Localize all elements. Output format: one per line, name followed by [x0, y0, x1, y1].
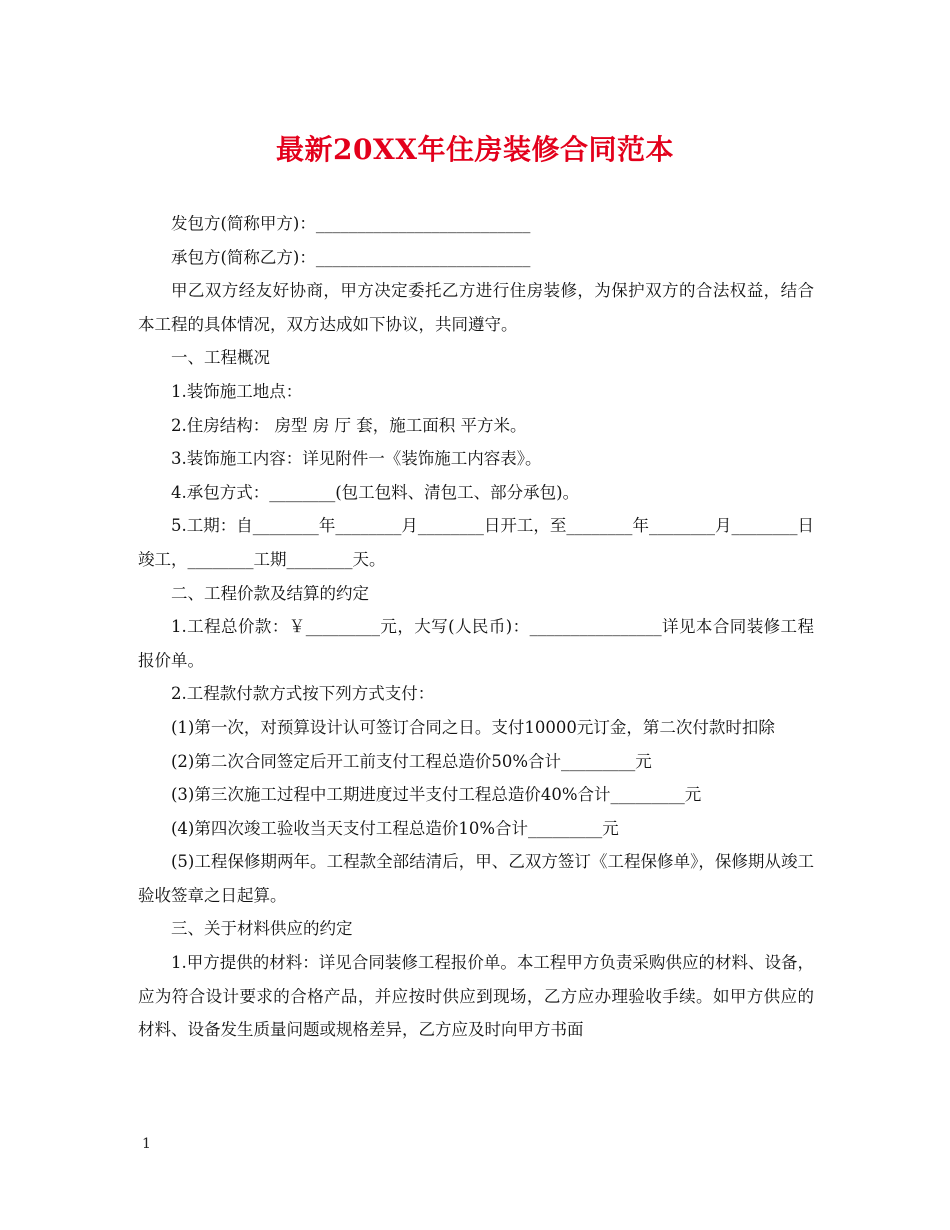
- clause-2-1: 1.工程总价款：￥_________元，大写(人民币)：________________详见本合同装修工程报价单。: [138, 617, 814, 670]
- party-b-line: 承包方(简称乙方)：__________________________: [171, 247, 531, 267]
- payment-item-3: (3)第三次施工过程中工期进度过半支付工程总造价40%合计_________元: [171, 785, 702, 805]
- clause-2-2: 2.工程款付款方式按下列方式支付：: [171, 684, 435, 704]
- clause-1-3: 3.装饰施工内容：详见附件一《装饰施工内容表》。: [171, 449, 542, 469]
- payment-item-5: (5)工程保修期两年。工程款全部结清后，甲、乙双方签订《工程保修单》，保修期从竣工验收签章之日起算。: [138, 852, 814, 905]
- clause-1-5: 5.工期：自________年________月________日开工，至________年________月________日竣工，________工期________天。: [138, 516, 814, 569]
- clause-1-4: 4.承包方式：________(包工包料、清包工、部分承包)。: [171, 482, 580, 502]
- clause-1-2: 2.住房结构： 房型 房 厅 套，施工面积 平方米。: [171, 415, 527, 435]
- clause-1-1: 1.装饰施工地点：: [171, 381, 303, 401]
- clause-3-1: 1.甲方提供的材料：详见合同装修工程报价单。本工程甲方负责采购供应的材料、设备，应为符合设计要求的合格产品，并应按时供应到现场，乙方应办理验收手续。如甲方供应的材料、设备发生质量问题或规格差异，乙方应及时向甲方书面: [138, 953, 814, 1040]
- preamble-paragraph: 甲乙双方经友好协商，甲方决定委托乙方进行住房装修，为保护双方的合法权益，结合本工程的具体情况，双方达成如下协议，共同遵守。: [138, 281, 814, 334]
- document-title: 最新20XX年住房装修合同范本: [276, 133, 674, 166]
- payment-item-1: (1)第一次，对预算设计认可签订合同之日。支付10000元订金，第二次付款时扣除: [171, 717, 775, 737]
- payment-item-2: (2)第二次合同签定后开工前支付工程总造价50%合计_________元: [171, 751, 652, 771]
- document-body: [138, 207, 814, 1047]
- section-heading-3: 三、关于材料供应的约定: [171, 919, 353, 939]
- section-heading-1: 一、工程概况: [171, 348, 270, 368]
- party-a-line: 发包方(简称甲方)：__________________________: [171, 214, 531, 233]
- page-number: 1: [142, 1136, 151, 1152]
- payment-item-4: (4)第四次竣工验收当天支付工程总造价10%合计_________元: [171, 818, 619, 838]
- section-heading-2: 二、工程价款及结算的约定: [171, 583, 369, 603]
